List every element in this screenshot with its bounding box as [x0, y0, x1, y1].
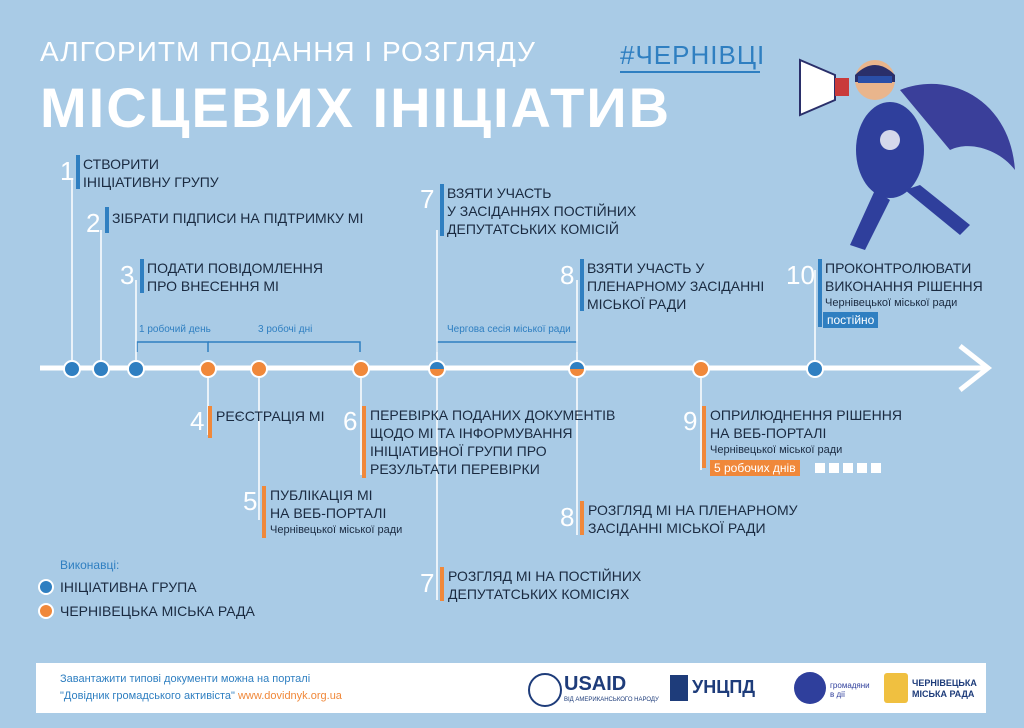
step-9-number: 9	[683, 406, 698, 436]
step-6-text: ПЕРЕВІРКА ПОДАНИХ ДОКУМЕНТІВ ЩОДО МІ ТА ІНФОРМУВАННЯ ІНІЦІАТИВНОЇ ГРУПИ ПРО РЕЗУЛЬТАТИ ПЕРЕВІРКИ	[370, 407, 616, 477]
legend-title: Виконавці:	[60, 558, 120, 572]
footer-line-1: Завантажити типові документи можна на порталі	[60, 673, 311, 685]
hashtag: #ЧЕРНІВЦІ	[620, 40, 766, 70]
hashtag-underline	[620, 71, 760, 73]
step-7a-number: 7	[420, 184, 435, 214]
gromadyany-icon	[794, 672, 826, 704]
step-8a-text: ВЗЯТИ УЧАСТЬ У ПЛЕНАРНОМУ ЗАСІДАННІ МІСЬКОЇ РАДИ	[587, 260, 765, 312]
note-session: Чергова сесія міської ради	[447, 324, 571, 335]
step-3-bar	[140, 259, 144, 293]
step-8b-number: 8	[560, 502, 575, 532]
city-coat-of-arms-icon	[884, 673, 908, 703]
step-2-text: ЗІБРАТИ ПІДПИСИ НА ПІДТРИМКУ МІ	[112, 210, 364, 226]
megaphone-icon	[800, 60, 835, 115]
gromadyany-logo: громадяни в дії	[830, 681, 870, 699]
legend-council: ЧЕРНІВЕЦЬКА МІСЬКА РАДА	[60, 603, 255, 619]
step-3-number: 3	[120, 260, 135, 290]
step-10-badge: постійно	[823, 312, 878, 328]
step-8a-bar	[580, 259, 584, 311]
usaid-seal-icon	[528, 673, 562, 707]
step-9-sub: Чернівецької міської ради	[710, 444, 843, 456]
day-square-1	[815, 463, 825, 473]
legend-group: ІНІЦІАТИВНА ГРУПА	[60, 579, 197, 595]
step-7a-bar	[440, 184, 444, 236]
step-9-bar	[702, 406, 706, 468]
step-1-bar	[76, 155, 80, 189]
step-4-bar	[208, 406, 212, 438]
step-10-number: 10	[786, 260, 815, 290]
step-1-text: СТВОРИТИ ІНІЦІАТИВНУ ГРУПУ	[83, 156, 219, 190]
step-7b-number: 7	[420, 568, 435, 598]
title-line-1: АЛГОРИТМ ПОДАННЯ І РОЗГЛЯДУ	[40, 36, 536, 67]
step-6-number: 6	[343, 406, 358, 436]
step-5-number: 5	[243, 486, 258, 516]
step-2-bar	[105, 207, 109, 233]
step-5-text: ПУБЛІКАЦІЯ МІ НА ВЕБ-ПОРТАЛІ	[270, 487, 387, 521]
step-10-text: ПРОКОНТРОЛЮВАТИ ВИКОНАННЯ РІШЕННЯ	[825, 260, 983, 294]
hero-mask	[858, 76, 892, 83]
step-10-sub: Чернівецької міської ради	[825, 297, 958, 309]
step-9-days: 5 робочих днів	[710, 460, 800, 476]
step-2-number: 2	[86, 208, 101, 238]
step-3-text: ПОДАТИ ПОВІДОМЛЕННЯ ПРО ВНЕСЕННЯ МІ	[147, 260, 323, 294]
usaid-sub: ВІД АМЕРИКАНСЬКОГО НАРОДУ	[564, 697, 659, 703]
ucipr-mark-icon	[670, 675, 688, 701]
ucipr-logo: УНЦПД	[692, 677, 756, 697]
note-three-days: 3 робочі дні	[258, 324, 313, 335]
legend-dot-group	[38, 579, 54, 595]
day-square-2	[829, 463, 839, 473]
portal-link[interactable]: www.dovidnyk.org.ua	[237, 690, 342, 702]
day-square-4	[857, 463, 867, 473]
step-7a-text: ВЗЯТИ УЧАСТЬ У ЗАСІДАННЯХ ПОСТІЙНИХ ДЕПУТАТСЬКИХ КОМІСІЙ	[447, 185, 637, 237]
step-1-number: 1	[60, 156, 75, 186]
city-council-logo: ЧЕРНІВЕЦЬКА МІСЬКА РАДА	[912, 678, 977, 699]
footer-line-2	[60, 690, 342, 702]
step-7b-bar	[440, 567, 444, 601]
step-4-number: 4	[190, 406, 205, 436]
legend-dot-council	[38, 603, 54, 619]
footer	[36, 663, 986, 713]
step-10-bar	[818, 259, 822, 327]
step-8b-text: РОЗГЛЯД МІ НА ПЛЕНАРНОМУ ЗАСІДАННІ МІСЬКОЇ РАДИ	[588, 502, 798, 536]
step-7b-text: РОЗГЛЯД МІ НА ПОСТІЙНИХ ДЕПУТАТСЬКИХ КОМІСІЯХ	[448, 568, 642, 602]
day-square-3	[843, 463, 853, 473]
usaid-logo: USAID	[564, 673, 627, 695]
hero-emblem	[880, 130, 900, 150]
megaphone-handle	[835, 78, 849, 96]
step-8b-bar	[580, 501, 584, 535]
step-4-text: РЕЄСТРАЦІЯ МІ	[216, 408, 325, 424]
step-9-text: ОПРИЛЮДНЕННЯ РІШЕННЯ НА ВЕБ-ПОРТАЛІ	[710, 407, 902, 441]
step-8a-number: 8	[560, 260, 575, 290]
step-6-bar	[362, 406, 366, 478]
day-square-5	[871, 463, 881, 473]
step-5-sub: Чернівецької міської ради	[270, 524, 403, 536]
note-one-day: 1 робочий день	[139, 324, 211, 335]
footer-line-2-prefix: "Довідник громадського активіста"	[60, 690, 238, 702]
title-line-2: МІСЦЕВИХ ІНІЦІАТИВ	[40, 76, 672, 139]
step-5-bar	[262, 486, 266, 538]
